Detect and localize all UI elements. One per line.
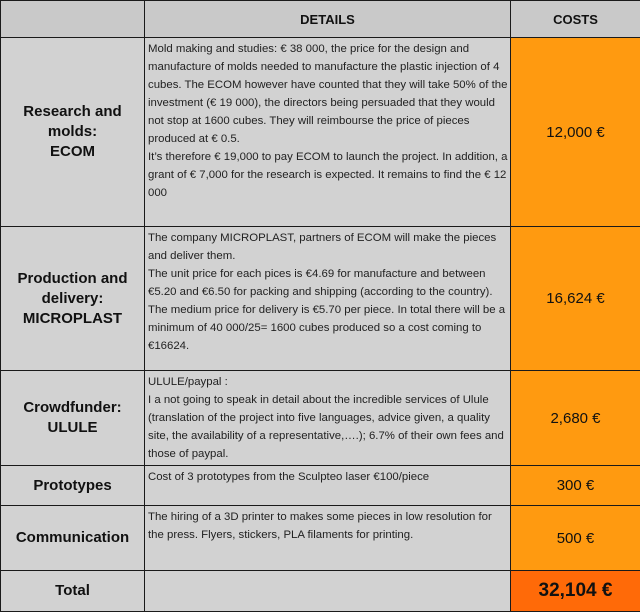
row-label-communication: Communication: [1, 506, 145, 571]
row-details-communication: The hiring of a 3D printer to makes some pieces in low resolution for the press. Flyers, stickers, PLA filaments for printing.: [145, 506, 511, 571]
row-cost-research: 12,000 €: [511, 38, 640, 227]
table-row: [1, 227, 640, 371]
header-costs: COSTS: [511, 1, 640, 38]
row-label-research: Research and molds: ECOM: [1, 38, 145, 227]
total-row: [1, 571, 640, 612]
table-row: [1, 466, 640, 506]
row-details-prototypes: Cost of 3 prototypes from the Sculpteo laser €100/piece: [145, 466, 511, 506]
row-cost-communication: 500 €: [511, 506, 640, 571]
row-label-prototypes: Prototypes: [1, 466, 145, 506]
total-details-empty: [145, 571, 511, 612]
header-row: [1, 1, 640, 38]
total-cost: 32,104 €: [511, 571, 640, 612]
table-row: [1, 371, 640, 466]
row-cost-prototypes: 300 €: [511, 466, 640, 506]
row-details-crowdfunder: ULULE/paypal : I a not going to speak in detail about the incredible services of Ulule (translation of the project into five languages, advice given, a quality site, the availability of a representative,….); 6.7% of their own fees and those of paypal.: [145, 371, 511, 466]
header-details: DETAILS: [145, 1, 511, 38]
total-label: Total: [1, 571, 145, 612]
row-cost-production: 16,624 €: [511, 227, 640, 371]
table-row: [1, 506, 640, 571]
table-row: [1, 38, 640, 227]
row-details-production: The company MICROPLAST, partners of ECOM will make the pieces and deliver them. The unit price for each pices is €4.69 for manufacture and between €5.20 and €6.50 for packing and shipping (according to the country). The medium price for delivery is €5.70 per piece. In total there will be a minimum of 40 000/25= 1600 cubes produced so a cost coming to €16624.: [145, 227, 511, 371]
row-label-production: Production and delivery: MICROPLAST: [1, 227, 145, 371]
row-cost-crowdfunder: 2,680 €: [511, 371, 640, 466]
row-details-research: Mold making and studies: € 38 000, the price for the design and manufacture of molds needed to manufacture the plastic injection of 4 cubes. The ECOM however have counted that they will take 50% of the investment (€ 19 000), the directors being persuaded that they would not stop at 1600 cubes. They will reimbourse the price of pieces produced at € 0.5. It’s therefore € 19,000 to pay ECOM to launch the project. In addition, a grant of € 7,000 for the research is expected. It remains to find the € 12 000: [145, 38, 511, 227]
row-label-crowdfunder: Crowdfunder: ULULE: [1, 371, 145, 466]
header-empty-cell: [1, 1, 145, 38]
